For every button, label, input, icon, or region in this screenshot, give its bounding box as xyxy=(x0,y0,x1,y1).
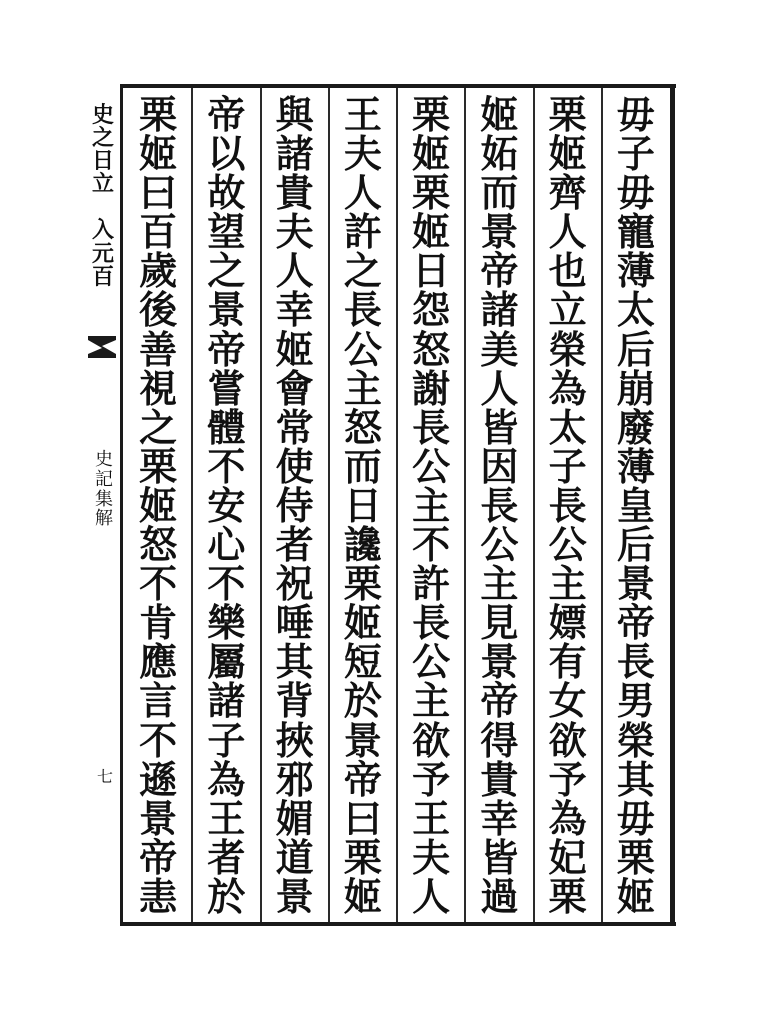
text-char: 人 xyxy=(343,170,382,216)
text-char: 栗 xyxy=(139,92,178,137)
text-char: 栗 xyxy=(412,92,451,137)
text-char: 過 xyxy=(480,873,519,919)
text-char: 讒 xyxy=(343,522,382,568)
text-char: 廢 xyxy=(616,404,655,450)
column-rule xyxy=(328,88,330,922)
frame-border-top xyxy=(120,84,676,88)
text-char: 主 xyxy=(412,678,451,724)
text-char: 姬 xyxy=(616,873,655,919)
text-char: 見 xyxy=(480,600,519,646)
text-char: 其 xyxy=(616,756,655,802)
text-char: 帝 xyxy=(207,92,246,137)
text-char: 之 xyxy=(343,248,382,294)
text-char: 日 xyxy=(343,482,382,528)
text-char: 王 xyxy=(412,795,451,841)
text-char: 公 xyxy=(480,522,519,568)
text-char: 妬 xyxy=(480,131,519,177)
text-char: 言 xyxy=(139,678,178,724)
text-char: 姬 xyxy=(275,326,314,372)
text-char: 歲 xyxy=(139,248,178,294)
text-char: 於 xyxy=(343,678,382,724)
text-char: 恚 xyxy=(139,873,178,919)
text-column xyxy=(546,92,590,919)
text-char: 長 xyxy=(548,482,587,528)
text-char: 太 xyxy=(616,287,655,333)
text-frame xyxy=(84,84,674,930)
text-char: 帝 xyxy=(616,600,655,646)
text-char: 姬 xyxy=(412,209,451,255)
text-char: 栗 xyxy=(616,834,655,880)
page-number: 七 xyxy=(96,767,113,786)
text-char: 者 xyxy=(275,522,314,568)
text-char: 妃 xyxy=(548,834,587,880)
text-char: 之 xyxy=(139,404,178,450)
text-char: 曰 xyxy=(343,795,382,841)
margin-heading-char: 百 xyxy=(91,263,114,290)
text-char: 短 xyxy=(343,639,382,685)
text-char: 景 xyxy=(480,639,519,685)
text-char: 人 xyxy=(275,248,314,294)
text-char: 肯 xyxy=(139,600,178,646)
text-char: 不 xyxy=(139,561,178,607)
text-char: 皆 xyxy=(480,404,519,450)
text-char: 使 xyxy=(275,443,314,489)
text-char: 予 xyxy=(548,756,587,802)
text-char: 榮 xyxy=(548,326,587,372)
text-char: 皇 xyxy=(616,482,655,528)
frame-border-bottom xyxy=(120,922,676,926)
margin-heading-char: 之 xyxy=(91,125,114,152)
text-char: 立 xyxy=(548,287,587,333)
text-column xyxy=(341,92,385,919)
text-char: 景 xyxy=(343,717,382,763)
text-char: 毋 xyxy=(616,795,655,841)
text-char: 人 xyxy=(412,873,451,919)
text-char: 景 xyxy=(480,209,519,255)
text-char: 公 xyxy=(343,326,382,372)
text-char: 祝 xyxy=(275,561,314,607)
column-rule xyxy=(601,88,603,922)
text-char: 其 xyxy=(275,639,314,685)
text-char: 栗 xyxy=(343,834,382,880)
text-char: 曰 xyxy=(139,170,178,216)
text-char: 貴 xyxy=(275,170,314,216)
text-char: 公 xyxy=(412,443,451,489)
text-char: 人 xyxy=(480,365,519,411)
text-char: 也 xyxy=(548,248,587,294)
text-char: 長 xyxy=(412,600,451,646)
text-char: 王 xyxy=(343,92,382,137)
text-char: 有 xyxy=(548,639,587,685)
margin-heading-char: 元 xyxy=(91,240,114,267)
text-char: 而 xyxy=(480,170,519,216)
text-char: 侍 xyxy=(275,482,314,528)
text-char: 姬 xyxy=(139,482,178,528)
text-column xyxy=(477,92,521,919)
text-char: 姬 xyxy=(480,92,519,137)
text-char: 因 xyxy=(480,443,519,489)
text-char: 崩 xyxy=(616,365,655,411)
column-rule xyxy=(464,88,466,922)
text-char: 而 xyxy=(343,443,382,489)
book-title-char: 集 xyxy=(95,488,113,510)
text-char: 帝 xyxy=(139,834,178,880)
book-title-char: 史 xyxy=(95,449,113,470)
text-char: 姬 xyxy=(548,131,587,177)
text-char: 百 xyxy=(139,209,178,255)
text-char: 夫 xyxy=(343,131,382,177)
text-char: 子 xyxy=(548,443,587,489)
text-char: 常 xyxy=(275,404,314,450)
text-column xyxy=(614,92,658,919)
text-char: 帝 xyxy=(343,756,382,802)
text-char: 景 xyxy=(275,873,314,919)
text-char: 栗 xyxy=(412,170,451,216)
text-char: 太 xyxy=(548,404,587,450)
text-char: 后 xyxy=(616,326,655,372)
text-char: 視 xyxy=(139,365,178,411)
text-char: 主 xyxy=(480,561,519,607)
text-char: 善 xyxy=(139,326,178,372)
text-char: 夫 xyxy=(412,834,451,880)
text-char: 長 xyxy=(480,482,519,528)
text-char: 栗 xyxy=(548,92,587,137)
text-char: 背 xyxy=(275,678,314,724)
text-char: 之 xyxy=(207,248,246,294)
text-char: 齊 xyxy=(548,170,587,216)
text-char: 毋 xyxy=(616,92,655,137)
text-char: 為 xyxy=(548,365,587,411)
text-char: 主 xyxy=(343,365,382,411)
text-char: 會 xyxy=(275,365,314,411)
text-char: 長 xyxy=(616,639,655,685)
text-char: 主 xyxy=(412,482,451,528)
text-char: 怒 xyxy=(343,404,382,450)
text-char: 與 xyxy=(275,92,314,137)
text-char: 望 xyxy=(207,209,246,255)
text-char: 不 xyxy=(412,522,451,568)
text-char: 男 xyxy=(616,678,655,724)
text-char: 謝 xyxy=(412,365,451,411)
text-char: 欲 xyxy=(412,717,451,763)
text-char: 道 xyxy=(275,834,314,880)
margin-heading-char: 入 xyxy=(91,217,114,244)
text-char: 夫 xyxy=(275,209,314,255)
margin-heading-char: 史 xyxy=(91,102,114,128)
text-char: 薄 xyxy=(616,248,655,294)
text-char: 為 xyxy=(548,795,587,841)
text-char: 貴 xyxy=(480,756,519,802)
text-char: 者 xyxy=(207,834,246,880)
text-char: 景 xyxy=(139,795,178,841)
text-char: 安 xyxy=(207,482,246,528)
text-char: 長 xyxy=(343,287,382,333)
text-char: 嫖 xyxy=(548,600,587,646)
text-char: 遜 xyxy=(139,756,178,802)
text-char: 薄 xyxy=(616,443,655,489)
text-char: 怒 xyxy=(412,326,451,372)
text-column xyxy=(204,92,248,919)
text-char: 不 xyxy=(207,443,246,489)
text-char: 姬 xyxy=(139,131,178,177)
text-char: 欲 xyxy=(548,717,587,763)
text-char: 姬 xyxy=(343,600,382,646)
frame-border-right xyxy=(670,84,675,926)
book-title-char: 解 xyxy=(95,508,113,530)
text-char: 長 xyxy=(412,404,451,450)
text-char: 主 xyxy=(548,561,587,607)
text-char: 屬 xyxy=(207,639,246,685)
text-char: 應 xyxy=(139,639,178,685)
text-char: 媚 xyxy=(275,795,314,841)
column-rule xyxy=(260,88,262,922)
column-rule xyxy=(533,88,535,922)
text-char: 王 xyxy=(207,795,246,841)
text-char: 景 xyxy=(616,561,655,607)
text-char: 姬 xyxy=(412,131,451,177)
margin-heading-char: 立 xyxy=(91,171,114,198)
text-char: 女 xyxy=(548,678,587,724)
text-char: 子 xyxy=(207,717,246,763)
text-char: 諸 xyxy=(275,131,314,177)
text-char: 栗 xyxy=(343,561,382,607)
text-char: 怒 xyxy=(139,522,178,568)
text-char: 子 xyxy=(616,131,655,177)
text-char: 姬 xyxy=(343,873,382,919)
text-column xyxy=(409,92,453,919)
text-char: 後 xyxy=(139,287,178,333)
text-char: 得 xyxy=(480,717,519,763)
text-char: 為 xyxy=(207,756,246,802)
text-char: 許 xyxy=(343,209,382,255)
text-char: 心 xyxy=(207,522,246,568)
frame-border-left xyxy=(120,84,123,926)
text-char: 諸 xyxy=(480,287,519,333)
text-char: 栗 xyxy=(139,443,178,489)
text-char: 寵 xyxy=(616,209,655,255)
text-char: 幸 xyxy=(275,287,314,333)
text-char: 皆 xyxy=(480,834,519,880)
text-column xyxy=(136,92,180,919)
text-char: 樂 xyxy=(207,600,246,646)
text-char: 栗 xyxy=(548,873,587,919)
text-char: 邪 xyxy=(275,756,314,802)
text-char: 毋 xyxy=(616,170,655,216)
text-char: 帝 xyxy=(480,678,519,724)
text-char: 公 xyxy=(548,522,587,568)
text-char: 后 xyxy=(616,522,655,568)
text-char: 予 xyxy=(412,756,451,802)
text-char: 挾 xyxy=(275,717,314,763)
margin-heading-char: 日 xyxy=(91,148,114,175)
text-char: 於 xyxy=(207,873,246,919)
text-char: 帝 xyxy=(480,248,519,294)
text-char: 怨 xyxy=(412,287,451,333)
text-char: 美 xyxy=(480,326,519,372)
text-char: 唾 xyxy=(275,600,314,646)
text-char: 不 xyxy=(139,717,178,763)
text-char: 景 xyxy=(207,287,246,333)
text-column xyxy=(273,92,317,919)
text-char: 許 xyxy=(412,561,451,607)
book-title-char: 記 xyxy=(95,468,113,490)
text-char: 公 xyxy=(412,639,451,685)
text-char: 諸 xyxy=(207,678,246,724)
text-char: 日 xyxy=(412,248,451,294)
text-char: 不 xyxy=(207,561,246,607)
column-rule xyxy=(396,88,398,922)
text-char: 帝 xyxy=(207,326,246,372)
text-char: 故 xyxy=(207,170,246,216)
text-char: 榮 xyxy=(616,717,655,763)
column-rule xyxy=(191,88,193,922)
text-char: 以 xyxy=(207,131,246,177)
text-char: 體 xyxy=(207,404,246,450)
text-char: 幸 xyxy=(480,795,519,841)
text-char: 嘗 xyxy=(207,365,246,411)
text-char: 人 xyxy=(548,209,587,255)
